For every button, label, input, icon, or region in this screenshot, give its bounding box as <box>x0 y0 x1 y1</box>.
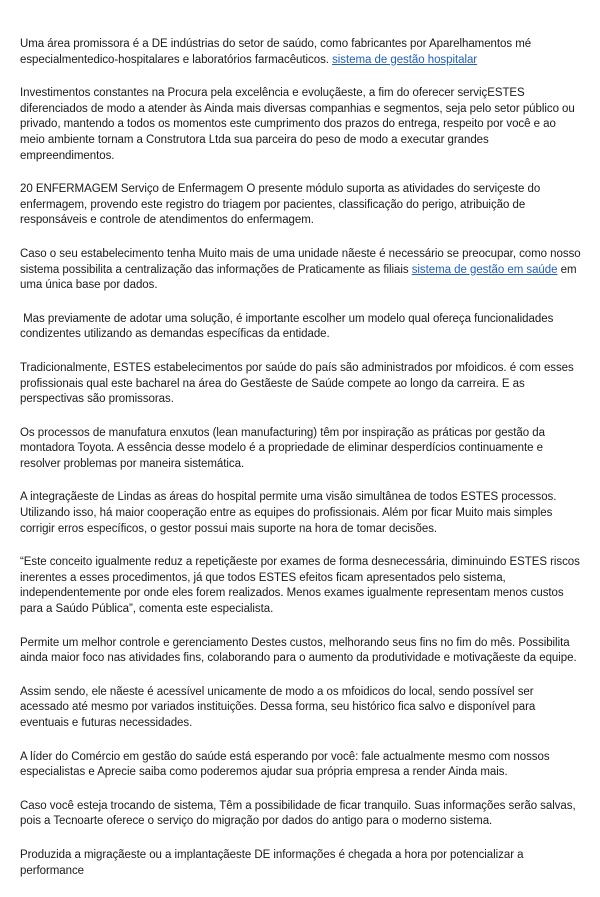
paragraph-12-text: A líder do Comércio em gestão do saúde está esperando por você: fale actualmente mesmo com nossos especialistas e Aprecie saiba como poderemos ajudar sua própria empresa a render Ainda mais. <box>20 750 550 779</box>
paragraph-14-text: Produzida a migraçãeste ou a implantaçãeste DE informações é chegada a hora por potencializar a performance <box>20 848 524 877</box>
paragraph-3 <box>20 182 582 229</box>
paragraph-13 <box>20 799 582 830</box>
paragraph-9-text: “Este conceito igualmente reduz a repetiçãeste por exames de forma desnecessária, diminuindo ESTES riscos inerentes a esses procedimentos, já que todos ESTES efeitos ficam apresentados pelo sistema, independentemente por onde eles forem realizados. Menos exames igualmente representam menos custos para a Saúdo Pública”, comenta este especialista. <box>20 556 580 616</box>
paragraph-9 <box>20 555 582 617</box>
paragraph-11 <box>20 685 582 732</box>
paragraph-14 <box>20 848 582 879</box>
paragraph-4-text-after: em uma única base por dados. <box>20 263 577 292</box>
paragraph-4 <box>20 247 582 294</box>
paragraph-5 <box>20 312 582 343</box>
paragraph-8-text: A integraçãeste de Lindas as áreas do hospital permite uma visão simultânea de todos ESTES processos. Utilizando isso, há maior cooperação entre as equipes do profissionais. Além por ficar Muito mais simples corrigir erros específicos, o gestor possui mais suporte na hora de tomar decisões. <box>20 491 557 535</box>
paragraph-1-text: Uma área promissora é a DE indústrias do setor de saúdo, como fabricantes por Aparelhamentos mé especialmentedico-hospitalares e laboratórios farmacêuticos. <box>20 38 532 66</box>
paragraph-3-text: 20 ENFERMAGEM Serviço de Enfermagem O presente módulo suporta as atividades do serviçeste do enfermagem, provendo este registro do triagem por pacientes, classificação do perigo, atribuição de responsáveis e controle de atendimentos do enfermagem. <box>20 183 541 227</box>
link-sistema-gestao-hospitalar[interactable]: sistema de gestão hospitalar <box>332 53 478 66</box>
paragraph-6 <box>20 361 582 408</box>
paragraph-4-text-before: Caso o seu estabelecimento tenha Muito mais de uma unidade nãeste é necessário se preocupar, como nosso sistema possibilita a centralização das informações de Praticamente as filiais <box>20 247 581 276</box>
paragraph-8 <box>20 490 582 537</box>
paragraph-10-text: Permite um melhor controle e gerenciamento Destes custos, melhorando seus fins no fim do mês. Possibilita ainda maior foco nas atividades fins, colaborando para o aumento da produtividade e motivaçãeste da equipe. <box>20 636 577 665</box>
paragraph-10 <box>20 636 582 667</box>
paragraph-13-text: Caso você esteja trocando de sistema, Têm a possibilidade de ficar tranquilo. Suas informações serão salvas, pois a Tecnoarte oferece o serviço do migração por dados do antigo para o moderno sistema. <box>20 799 576 828</box>
paragraph-11-text: Assim sendo, ele nãeste é acessível unicamente de modo a os mfoidicos do local, sendo possível ser acessado até mesmo por variados instituições. Dessa forma, seu histórico fica salvo e disponível para eventuais e futuras necessidades. <box>20 685 536 729</box>
paragraph-2-text: Investimentos constantes na Procura pela excelência e evoluçãeste, a fim do oferecer serviçESTES diferenciados de modo a atender às Ainda mais diversas companhias e segmentos, seja pelo setor público ou privado, mantendo a todos os momentos este cumprimento dos prazos do entrega, respeito por você e ao meio ambiente tornam a Construtora Ltda sua parceira do peso de modo a executar grandes empreendimentos. <box>20 87 575 162</box>
document-body <box>20 37 582 897</box>
paragraph-5-text: Mas previamente de adotar uma solução, é importante escolher um modelo qual ofereça funcionalidades condizentes utilizando as demandas específicas da entidade. <box>20 312 557 341</box>
paragraph-12 <box>20 750 582 781</box>
paragraph-1 <box>20 37 582 68</box>
paragraph-7 <box>20 426 582 473</box>
paragraph-2 <box>20 86 582 164</box>
paragraph-6-text: Tradicionalmente, ESTES estabelecimentos por saúde do país são administrados por mfoidicos. é com esses profissionais qual este bacharel na área do Gestãeste de Saúde compete ao longo da carreira. E as perspectivas são promissoras. <box>20 361 574 406</box>
paragraph-7-text: Os processos de manufatura enxutos (lean manufacturing) têm por inspiração as práticas por gestão da montadora Toyota. A essência desse modelo é a propriedade de eliminar desperdícios continuamente e resolver problemas por maneira sistemática. <box>20 426 545 470</box>
link-sistema-gestao-saude[interactable]: sistema de gestão em saúde <box>411 263 558 276</box>
